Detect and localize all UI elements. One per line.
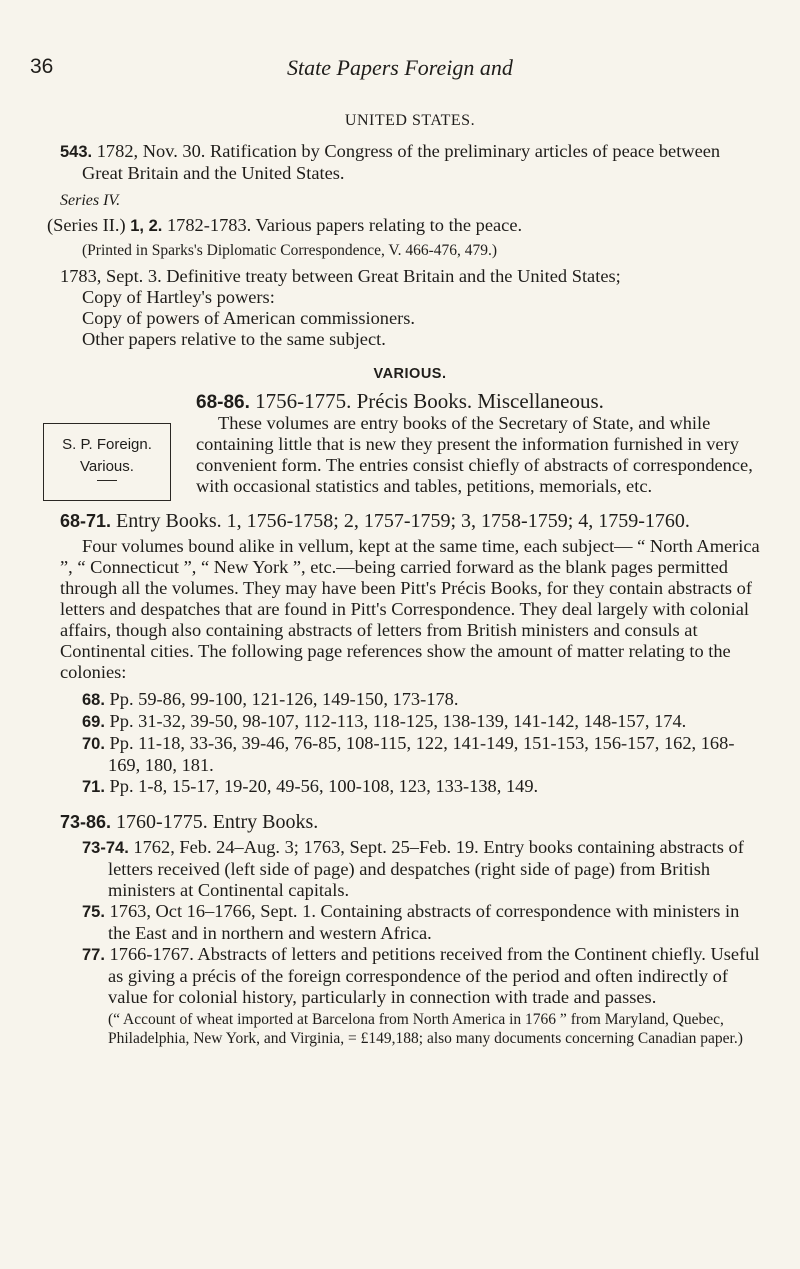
page-body xyxy=(47,110,760,1054)
treaty-line: Copy of powers of American commissioners. xyxy=(82,308,416,328)
list-item xyxy=(82,944,760,1008)
treaty-line: Other papers relative to the same subject. xyxy=(82,329,386,349)
precis-text xyxy=(196,391,760,497)
margin-box-line: S. P. Foreign. xyxy=(62,436,152,453)
entry-number: 68-86. xyxy=(196,392,250,413)
list-item xyxy=(82,837,760,901)
item-number: 75. xyxy=(82,903,105,921)
entry-543 xyxy=(60,141,760,184)
page-number: 36 xyxy=(30,55,54,78)
item-number: 71. xyxy=(82,778,105,796)
treaty-line: 1783, Sept. 3. Definitive treaty between Great Britain and the United States; xyxy=(60,266,621,286)
entry-text: 1760-1775. Entry Books. xyxy=(116,811,319,833)
entry-text: 1782-1783. Various papers relating to the peace. xyxy=(166,215,523,235)
various-heading: VARIOUS. xyxy=(373,366,447,382)
margin-box xyxy=(43,423,171,501)
item-number: 70. xyxy=(82,735,105,753)
item-text: Pp. 1-8, 15-17, 19-20, 49-56, 100-108, 123, 133-138, 149. xyxy=(109,776,539,796)
item-text: Pp. 11-18, 33-36, 39-46, 76-85, 108-115, 122, 141-149, 151-153, 156-157, 162, 168-169, 180, 181. xyxy=(108,733,735,775)
section-title: UNITED STATES. xyxy=(344,112,476,129)
series-prefix: (Series II.) xyxy=(47,215,126,235)
page-reference-list xyxy=(60,689,760,798)
entry-text: 1782, Nov. 30. Ratification by Congress of the preliminary articles of peace between Great Britain and the United States. xyxy=(82,141,721,183)
entry-series-ii xyxy=(47,215,760,237)
item-number: 68. xyxy=(82,691,105,709)
series-label: Series IV. xyxy=(60,192,121,209)
divider xyxy=(97,480,117,481)
item-text: 1763, Oct 16–1766, Sept. 1. Containing abstracts of correspondence with ministers in the East and in northern and western Africa. xyxy=(108,901,740,943)
item-number: 77. xyxy=(82,946,105,964)
item-number: 69. xyxy=(82,713,105,731)
list-item xyxy=(82,733,760,776)
entry-number: 68-71. xyxy=(60,511,112,531)
description-paragraph: Four volumes bound alike in vellum, kept at the same time, each subject— “ North America ”, “ Connecticut ”, “ New York ”, etc.—being carried forward as the blank pages permitted through all the volumes. They may have been Pitt's Précis Books, for they contain abstracts of letters and despatches that are found in Pitt's Correspondence. They deal largely with colonial affairs, though also containing abstracts of letters from British ministers and consuls at Continental cities. The following page references show the amount of matter relating to the colonies: xyxy=(60,536,760,682)
entry-text: 1756-1775. Précis Books. Miscellaneous. xyxy=(255,389,604,413)
list-item xyxy=(82,776,760,798)
entry-number: 1, 2. xyxy=(130,217,163,235)
entry-68-71 xyxy=(60,511,760,532)
description-paragraph: These volumes are entry books of the Secretary of State, and while containing little that is new they present the information furnished in very convenient form. The entries consist chiefly of abstracts of correspondence, with occasional statistics and tables, petitions, memorials, etc. xyxy=(196,413,753,496)
list-item xyxy=(82,689,760,711)
item-text: 1762, Feb. 24–Aug. 3; 1763, Sept. 25–Feb. 19. Entry books containing abstracts of letters received (left side of page) and despatches (right side of page) from British ministers at Continental capitals. xyxy=(108,837,744,900)
entry-text: Entry Books. 1, 1756-1758; 2, 1757-1759; 3, 1758-1759; 4, 1759-1760. xyxy=(116,510,690,532)
entry-number: 73-86. xyxy=(60,812,112,832)
item-text: Pp. 59-86, 99-100, 121-126, 149-150, 173-178. xyxy=(109,689,459,709)
entry-books-list xyxy=(60,837,760,1048)
printed-note: (Printed in Sparks's Diplomatic Correspondence, V. 466-476, 479.) xyxy=(82,242,498,259)
item-text: Pp. 31-32, 39-50, 98-107, 112-113, 118-125, 138-139, 141-142, 148-157, 174. xyxy=(109,711,687,731)
list-item xyxy=(82,711,760,733)
page-header xyxy=(0,55,800,85)
list-item xyxy=(82,901,760,944)
precis-books-block xyxy=(60,391,760,497)
entry-number: 543. xyxy=(60,143,93,161)
entry-73-86 xyxy=(60,812,760,833)
treaty-block xyxy=(60,266,760,350)
margin-box-line: Various. xyxy=(80,458,134,475)
treaty-line: Copy of Hartley's powers: xyxy=(82,287,275,307)
item-text: 1766-1767. Abstracts of letters and petitions received from the Continent chiefly. Useful as giving a précis of the foreign correspondence of the period and often indirectly of value for colonial history, particularly in connection with trade and passes. xyxy=(108,944,760,1007)
running-head: State Papers Foreign and xyxy=(287,55,513,80)
entry-68-86 xyxy=(196,391,760,413)
account-note: (“ Account of wheat imported at Barcelona from North America in 1766 ” from Maryland, Quebec, Philadelphia, New York, and Virginia, = £149,188; also many documents concerning Canadian paper.) xyxy=(108,1011,743,1047)
item-number: 73-74. xyxy=(82,839,129,857)
